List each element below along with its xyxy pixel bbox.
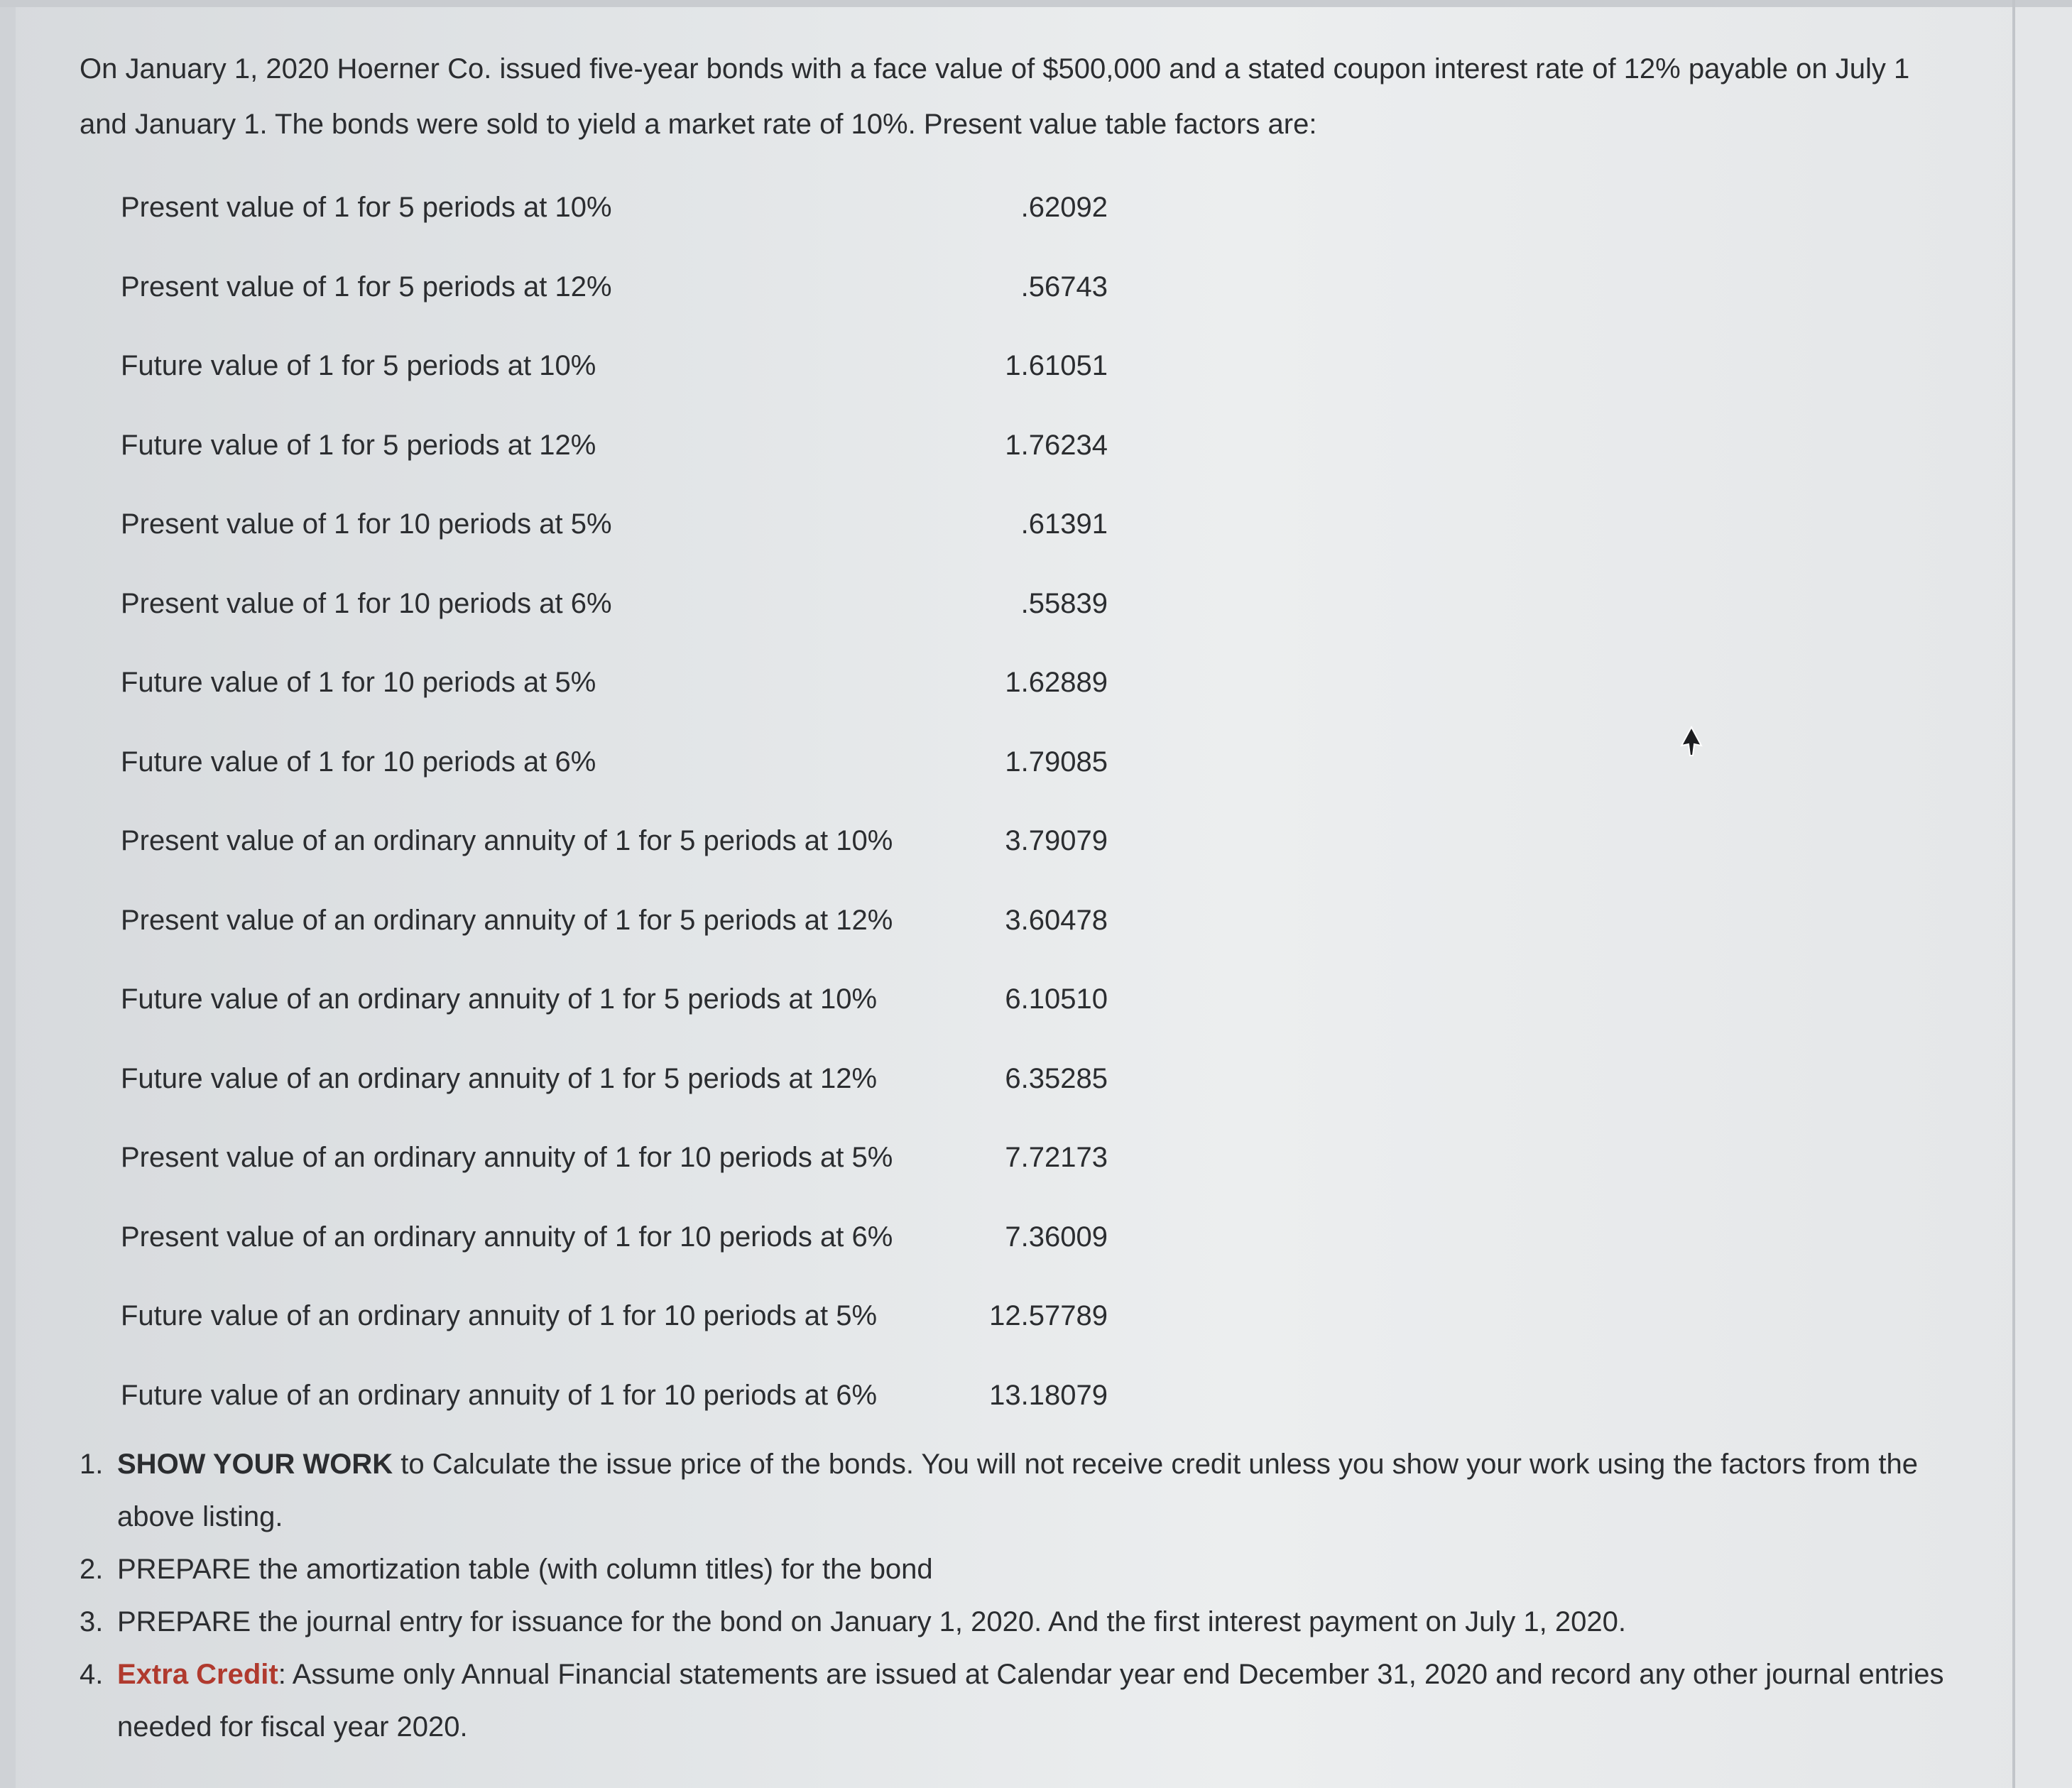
question-item	[80, 1543, 1954, 1596]
factor-row	[121, 415, 1186, 495]
page-left-edge	[0, 0, 16, 1788]
question-item	[80, 1648, 1954, 1753]
factor-row	[121, 494, 1186, 574]
factor-value: 3.79079	[1005, 825, 1108, 856]
factor-label: Present value of 1 for 5 periods at 12%	[121, 271, 612, 302]
factor-label: Future value of an ordinary annuity of 1 for 10 periods at 6%	[121, 1379, 878, 1411]
factor-label: Future value of an ordinary annuity of 1 for 5 periods at 10%	[121, 983, 878, 1015]
question-text: PREPARE the amortization table (with column titles) for the bond	[117, 1554, 933, 1585]
extra-credit-label: Extra Credit	[117, 1659, 278, 1690]
factor-row	[121, 1207, 1186, 1287]
factor-label: Future value of 1 for 10 periods at 5%	[121, 667, 596, 698]
question-text: : Assume only Annual Financial statements are issued at Calendar year end December 31, 2020 and record any other journal entries needed for fiscal year 2020.	[117, 1659, 1944, 1743]
question-number: 4.	[80, 1659, 104, 1690]
factor-value: .61391	[1020, 508, 1108, 540]
factor-label: Present value of 1 for 10 periods at 5%	[121, 508, 612, 540]
factor-value: 7.72173	[1005, 1142, 1108, 1173]
factor-value: 1.76234	[1005, 429, 1108, 461]
factor-row	[121, 1365, 1186, 1445]
factor-label: Present value of 1 for 10 periods at 6%	[121, 587, 612, 619]
right-divider	[2012, 0, 2015, 1788]
factor-value: 6.10510	[1005, 983, 1108, 1015]
factor-label: Future value of an ordinary annuity of 1 for 10 periods at 5%	[121, 1300, 878, 1331]
question-item	[80, 1438, 1954, 1543]
factor-table	[121, 178, 1186, 1444]
factor-row	[121, 969, 1186, 1049]
factor-row	[121, 1286, 1186, 1365]
factor-value: 1.61051	[1005, 350, 1108, 381]
top-divider	[0, 0, 2072, 7]
factor-row	[121, 336, 1186, 415]
factor-label: Present value of an ordinary annuity of 1 for 10 periods at 6%	[121, 1221, 893, 1253]
factor-row	[121, 178, 1186, 257]
question-number: 3.	[80, 1606, 104, 1637]
factor-row	[121, 257, 1186, 337]
factor-value: 7.36009	[1005, 1221, 1108, 1253]
factor-row	[121, 1128, 1186, 1207]
question-item	[80, 1596, 1954, 1648]
question-list	[80, 1438, 1954, 1753]
question-emphasis: SHOW YOUR WORK	[117, 1449, 393, 1480]
question-number: 1.	[80, 1449, 104, 1480]
factor-row	[121, 732, 1186, 812]
problem-intro: On January 1, 2020 Hoerner Co. issued five-year bonds with a face value of $500,000 and a stated coupon interest rate of 12% payable on July 1 and January 1. The bonds were sold to yield a market rate of 10%. Present value table factors are:	[80, 53, 1910, 140]
question-text: to Calculate the issue price of the bonds. You will not receive credit unless you show your work using the factors from the above listing.	[117, 1449, 1918, 1532]
factor-value: .55839	[1020, 587, 1108, 619]
factor-row	[121, 574, 1186, 653]
question-number: 2.	[80, 1554, 104, 1585]
question-text: PREPARE the journal entry for issuance for the bond on January 1, 2020. And the first interest payment on July 1, 2020.	[117, 1606, 1626, 1637]
factor-row	[121, 653, 1186, 732]
factor-value: 12.57789	[989, 1300, 1108, 1331]
factor-value: 3.60478	[1005, 904, 1108, 936]
mouse-pointer-icon	[1677, 724, 1706, 758]
factor-value: .56743	[1020, 271, 1108, 302]
factor-label: Present value of an ordinary annuity of 1 for 5 periods at 12%	[121, 904, 893, 936]
factor-label: Present value of an ordinary annuity of 1 for 5 periods at 10%	[121, 825, 893, 856]
factor-value: .62092	[1020, 192, 1108, 223]
factor-value: 1.79085	[1005, 746, 1108, 778]
factor-row	[121, 1049, 1186, 1128]
factor-label: Future value of 1 for 5 periods at 12%	[121, 429, 596, 461]
factor-label: Present value of an ordinary annuity of 1 for 10 periods at 5%	[121, 1142, 893, 1173]
factor-label: Present value of 1 for 5 periods at 10%	[121, 192, 612, 223]
factor-label: Future value of 1 for 10 periods at 6%	[121, 746, 596, 778]
factor-value: 6.35285	[1005, 1062, 1108, 1094]
factor-row	[121, 890, 1186, 970]
factor-label: Future value of 1 for 5 periods at 10%	[121, 350, 596, 381]
factor-label: Future value of an ordinary annuity of 1 for 5 periods at 12%	[121, 1062, 878, 1094]
factor-row	[121, 811, 1186, 890]
factor-value: 13.18079	[989, 1379, 1108, 1411]
factor-value: 1.62889	[1005, 667, 1108, 698]
